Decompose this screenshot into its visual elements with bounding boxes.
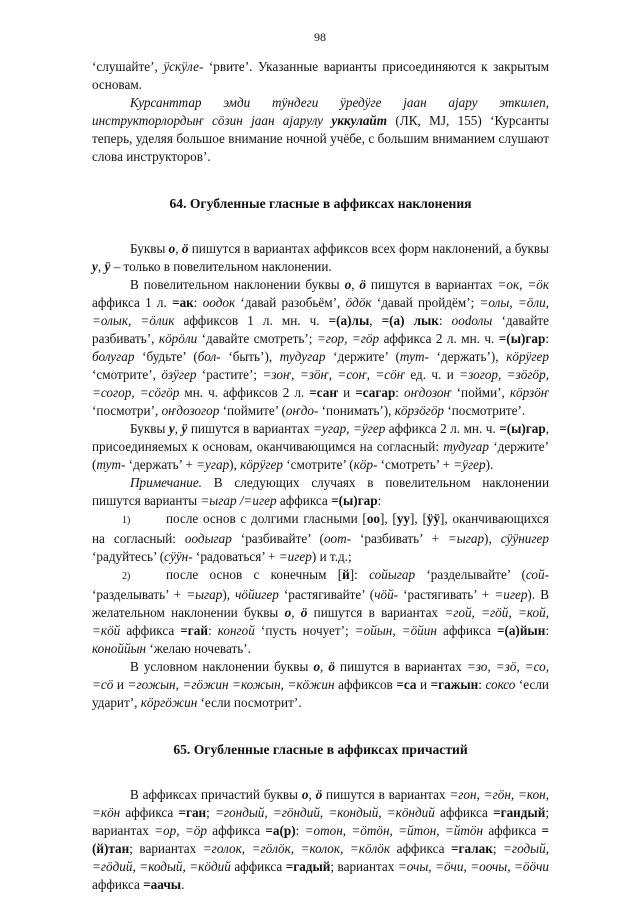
text-run: болугар [92, 349, 135, 364]
text-run: =угар, =ӱгер [313, 421, 386, 436]
text-run: =(ы)гар [498, 331, 546, 346]
text-run: ӧ [328, 659, 335, 674]
text-run: чӧйигер [235, 587, 279, 602]
list-number: 1) [122, 515, 131, 526]
text-run: ‘давайте смотреть’; [197, 331, 317, 346]
text-run: ), [484, 531, 501, 546]
text-run: о [344, 277, 352, 292]
text-run: у [168, 421, 175, 436]
paragraph-u-vowels [92, 420, 549, 474]
text-run: чӧй- [374, 587, 399, 602]
text-run: ‘давай пройдём’; [371, 295, 480, 310]
text-run: =ок, =ӧк [497, 277, 549, 292]
text-run: =саҥ [309, 385, 339, 400]
text-run: , [175, 241, 182, 256]
text-run: : [438, 313, 452, 328]
text-run: пишутся в вариантах [366, 277, 498, 292]
text-run: ‘растите’; [196, 367, 263, 382]
text-run: ], оканчивающихся на согласный: [92, 511, 549, 546]
text-run: =гажын [430, 677, 479, 692]
text-run: =зоҥ, =зӧҥ, =соҥ, =сӧҥ [262, 367, 405, 382]
text-run: ; вариантах [129, 841, 203, 856]
text-run: : [377, 493, 382, 508]
text-run: , [174, 421, 182, 436]
text-run: пишутся в вариантах [307, 605, 445, 620]
text-run: =олы, =ӧли, =олык, =ӧлик [92, 295, 550, 328]
text-run: ‘держите’ ( [325, 349, 400, 364]
text-run: =угар [196, 457, 230, 472]
text-run: ). [485, 457, 494, 472]
text-run: пишутся в вариантах [322, 787, 450, 802]
text-run: =аачы [143, 877, 182, 892]
text-run: аффикса [230, 859, 286, 874]
text-run: =са [396, 677, 417, 692]
text-run: ӧдӧк [345, 295, 372, 310]
text-run: уу [396, 511, 411, 526]
text-run: соксо [485, 677, 516, 692]
text-run: Курсанттар эмди тӱндеги ӱредӱге јаан ајару эткилеп, инструкторлордыҥ сӧзин јаан ајарулу [92, 95, 549, 128]
text-run: о [301, 787, 309, 802]
text-run: оодыгар [184, 531, 232, 546]
text-run: ], [ [380, 511, 397, 526]
text-run: ‘смотрите’, [92, 367, 162, 382]
text-run: уккулайт [331, 113, 388, 128]
text-run: ‘разбивать’ + [351, 531, 448, 546]
text-run: В условном наклонении буквы [130, 659, 314, 674]
text-run: ‘желаю ночевать’. [146, 641, 251, 656]
text-run: , [291, 605, 301, 620]
text-run: =ойын, =ӧйин [354, 623, 437, 638]
text-run: : [395, 385, 404, 400]
text-run: ӧ [300, 605, 308, 620]
text-run: =зогор, =зӧгӧр, =согор, =сӧгӧр [92, 367, 550, 400]
text-run: аффикса [206, 823, 266, 838]
text-run: =ыгар [186, 587, 223, 602]
body-text [92, 58, 549, 894]
text-run: у [92, 259, 98, 274]
text-run: конгой [217, 623, 255, 638]
text-run: тудугар [443, 439, 489, 454]
text-run: =ак [172, 295, 194, 310]
text-run: ), [222, 587, 236, 602]
page-number: 98 [314, 30, 326, 44]
text-run: : [207, 623, 218, 638]
text-run: ; вариантах [92, 805, 549, 838]
paragraph-imperative [92, 276, 549, 420]
text-run: о [168, 241, 176, 256]
text-run: аффиксов 1 л. мн. ч. [174, 313, 329, 328]
text-run: =(ы)гар [499, 421, 546, 436]
text-run: =а(р) [265, 823, 296, 838]
text-run: =гой, =гӧй, =кой, =кӧй [92, 605, 549, 638]
text-run: ӧ [181, 241, 189, 256]
text-run: аффикса [120, 623, 181, 638]
paragraph-continuation [92, 58, 549, 94]
text-run: тудугар [279, 349, 326, 364]
text-run: ӧзӱгер [161, 367, 197, 382]
text-run: : [545, 331, 549, 346]
text-run: 65. Огубленные гласные в аффиксах причастий [173, 742, 468, 757]
text-run: =ыгар /=игер [200, 493, 277, 508]
text-run: =игер [278, 549, 312, 564]
text-run: =гай [180, 623, 208, 638]
text-run: аффикса 2 л. мн. ч. [385, 421, 500, 436]
list-item-2 [92, 566, 549, 658]
text-run: сойыгар [369, 567, 416, 582]
text-run: =(й)тан [92, 823, 550, 856]
text-run: ӧ [359, 277, 366, 292]
text-run: , [369, 313, 382, 328]
text-run: : [545, 623, 549, 638]
text-run: кӧрзӧҥ [509, 385, 549, 400]
text-run: ‘посмотрите’. [444, 403, 526, 418]
text-run: =ор, =ӧр [154, 823, 207, 838]
text-run: ). В желательном наклонении буквы [92, 587, 549, 620]
text-run: ‘быть’), [220, 349, 280, 364]
text-run: и [113, 677, 128, 692]
text-run: ‘посмотри’, [92, 403, 162, 418]
paragraph-rounded-vowels-mood [92, 240, 549, 276]
text-run: ‘держите’ ( [92, 439, 549, 472]
text-run: ), [229, 457, 241, 472]
text-run: кӧргӧжин [140, 695, 198, 710]
text-run: ; [492, 841, 504, 856]
text-run: =сагар [355, 385, 396, 400]
text-run: =гандый [493, 805, 546, 820]
text-run: аффикса 1 л. [92, 295, 173, 310]
text-run: (ЛК, МЈ, 155) ‘Курсанты теперь, уделяя большое внимание ночной учёбе, с большим вниманием слушают слова инструкторов’. [92, 113, 550, 164]
text-run: ӱ [104, 259, 111, 274]
text-run: оҥдозогор [161, 403, 220, 418]
text-run: ‘смотреть’ + [377, 457, 454, 472]
text-run: ‘рвите’. Указанные варианты присоединяются к закрытым основам. [92, 59, 549, 92]
text-run: , [97, 259, 105, 274]
text-run: =отон, =ӧтӧн, =йтон, =йтӧн [304, 823, 484, 838]
text-run: аффиксов [334, 677, 397, 692]
text-run: Примечание. [130, 475, 202, 490]
text-run: и [416, 677, 431, 692]
text-run: Буквы [130, 241, 169, 256]
text-run: аффикса 2 л. мн. ч. [379, 331, 499, 346]
text-run: ‘слушайте’, [92, 59, 164, 74]
text-run: сӱӱнигер [500, 531, 549, 546]
text-run: бол- [197, 349, 221, 364]
text-run: =годый, =гӧдий, =кодый, =кӧдий [92, 841, 549, 874]
text-run: после основ с долгими гласными [ [166, 511, 367, 526]
text-run: после основ с конечным [ [166, 567, 343, 582]
text-run: тут- [96, 457, 126, 472]
text-run: : [478, 677, 486, 692]
text-run: ‘смотрите’ ( [282, 457, 354, 472]
text-run: , [351, 277, 360, 292]
text-run: =гор, =гӧр [316, 331, 380, 346]
text-run: , [308, 787, 316, 802]
text-run: =(а) лык [381, 313, 439, 328]
text-run: сӱӱн- [164, 549, 193, 564]
text-run: 64. Огубленные гласные в аффиксах наклонения [169, 196, 472, 211]
text-run: кӧр- [353, 457, 378, 472]
paragraph-conditional [92, 658, 549, 712]
text-run: коноййын [92, 641, 147, 656]
paragraph-participles [92, 786, 549, 894]
text-run: тут- [399, 349, 429, 364]
text-run: =зо, =зӧ, =со, =сӧ [92, 659, 549, 692]
text-run: оҥдозоҥ [403, 385, 452, 400]
text-run: ‘пусть ночует’; [254, 623, 355, 638]
text-run: ], [ [410, 511, 427, 526]
text-run: аффикса [120, 805, 179, 820]
text-run: мн. ч. аффиксов 2 л. [179, 385, 310, 400]
text-run: аффикса [483, 823, 542, 838]
text-run: пишутся в вариантах [187, 421, 314, 436]
text-run: ‘держать’), [428, 349, 507, 364]
text-run: аффикса [276, 493, 332, 508]
text-run: пишутся в вариантах [334, 659, 467, 674]
text-run: кӧрзӧгӧр [394, 403, 445, 418]
text-run: ‘если посмотрит’. [197, 695, 302, 710]
text-run: ‘давай разобьём’, [235, 295, 346, 310]
text-run: ӱ [181, 421, 188, 436]
text-run: =ыгар [447, 531, 485, 546]
text-run: ‘понимать’), [318, 403, 395, 418]
text-run: ‘радуйтесь’ ( [92, 549, 165, 564]
text-run: аффикса [436, 623, 497, 638]
text-run: ӱӱ [426, 511, 441, 526]
text-run: ед. ч. и [404, 367, 460, 382]
text-run: =гадый [285, 859, 331, 874]
text-run: и [338, 385, 356, 400]
text-run: =голок, =гӧлӧк, =колок, =кӧлӧк [202, 841, 391, 856]
text-run: ‘разделывайте’ ( [415, 567, 526, 582]
text-run: =гожын, =гӧжин =кожын, =кӧжин [127, 677, 335, 692]
text-run: ‘будьте’ ( [134, 349, 198, 364]
text-run: : [193, 295, 203, 310]
text-run: кӧрӱгер [506, 349, 549, 364]
text-run: Буквы [130, 421, 169, 436]
text-run: ооdолы [451, 313, 493, 328]
text-run: =гондый, =гӧндий, =кондый, =кӧндий [215, 805, 435, 820]
text-run: ӱскӱле- [163, 59, 204, 74]
text-run: : [295, 823, 305, 838]
text-run: й [342, 567, 350, 582]
text-run: ‘растягивайте’ ( [278, 587, 375, 602]
text-run: ; [206, 805, 216, 820]
text-run: =гон, =гӧн, =кон, =кӧн [92, 787, 550, 820]
text-run: аффикса [390, 841, 452, 856]
text-run: ‘давайте разбивать’, [92, 313, 549, 346]
text-run: ӧ [315, 787, 323, 802]
text-run: ‘разделывать’ + [92, 587, 187, 602]
text-run: =ган [178, 805, 207, 820]
text-run: ‘если ударит’, [92, 677, 549, 710]
text-run: . [181, 877, 185, 892]
text-run: В следующих случаях в повелительном наклонении пишутся варианты [92, 475, 549, 508]
text-run: сой- [525, 567, 550, 582]
text-run: ‘разбивайте’ ( [231, 531, 324, 546]
text-run: =(а)йын [496, 623, 546, 638]
text-run: оодок [202, 295, 236, 310]
text-run: – только в повелительном наклонении. [110, 259, 332, 274]
example-paragraph [92, 94, 549, 166]
section-heading-65 [92, 741, 549, 759]
text-run: пишутся в вариантах аффиксов всех форм наклонений, а буквы [188, 241, 549, 256]
text-run: ‘растягивать’ + [398, 587, 495, 602]
text-run: =галак [451, 841, 493, 856]
text-run: =очы, =ӧчи, =оочы, =ӧӧчи [397, 859, 549, 874]
text-run: аффикса [434, 805, 494, 820]
text-run: о [313, 659, 321, 674]
text-run: ‘поймите’ ( [219, 403, 286, 418]
text-run: =ӱгер [453, 457, 486, 472]
text-run: , [320, 659, 329, 674]
text-run: =(а)лы [328, 313, 370, 328]
list-item-1 [92, 510, 549, 566]
text-run: ) и т.д.; [311, 549, 352, 564]
text-run: , присоединяемых к основам, оканчивающимся на согласный: [92, 421, 549, 454]
text-run: о [284, 605, 292, 620]
text-run: кӧрӧли [158, 331, 198, 346]
list-number: 2) [122, 571, 131, 582]
text-run: ‘радоваться’ + [192, 549, 279, 564]
text-run: ‘держать’ + [125, 457, 197, 472]
section-heading-64 [92, 195, 549, 213]
text-run: ; вариантах [330, 859, 398, 874]
text-run: В аффиксах причастий буквы [130, 787, 302, 802]
text-run: аффикса [92, 877, 144, 892]
text-run: =(ы)гар [331, 493, 378, 508]
text-run: оҥдо- [285, 403, 319, 418]
text-run: ‘пойми’, [451, 385, 510, 400]
text-run: ]: [349, 567, 370, 582]
text-run: =игер [494, 587, 528, 602]
text-run: кӧрӱгер [240, 457, 283, 472]
text-run: В повелительном наклонении буквы [130, 277, 345, 292]
text-run: оот- [323, 531, 352, 546]
paragraph-note [92, 474, 549, 510]
text-run: оо [366, 511, 380, 526]
